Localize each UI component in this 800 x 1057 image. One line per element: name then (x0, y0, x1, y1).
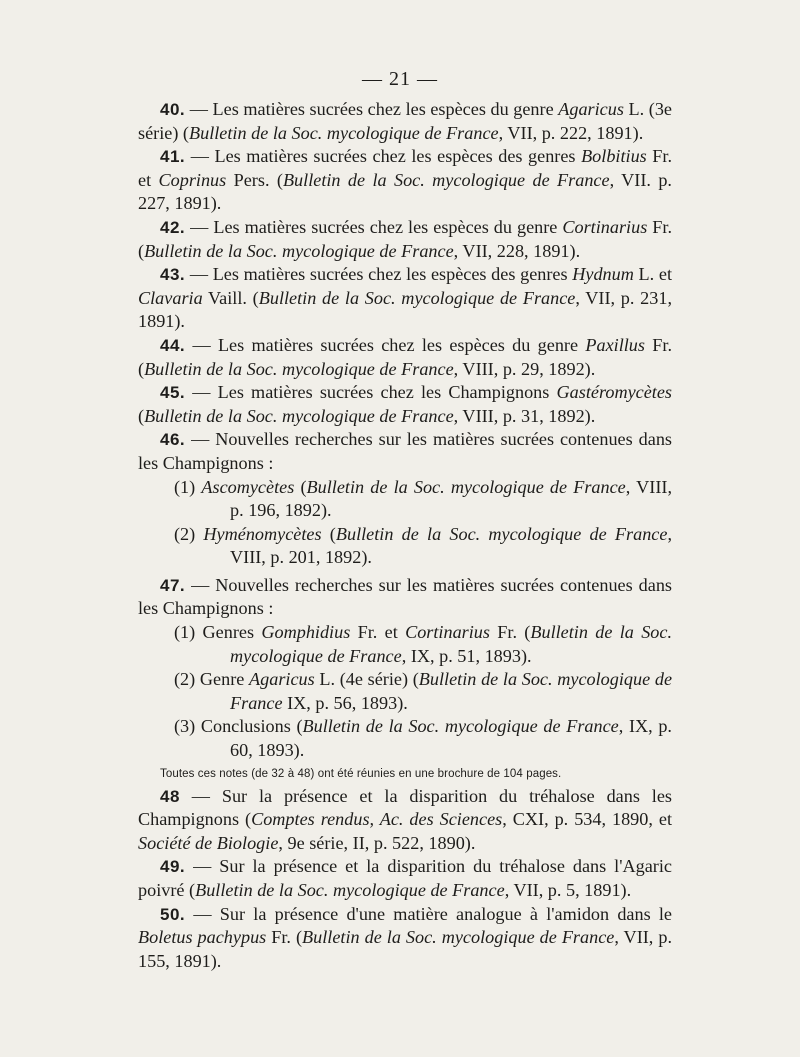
entry-47-sub-1: (1) Genres Gomphidius Fr. et Cortinarius Fr. (Bulletin de la Soc. mycologique de France, IX, p. 51, 1893). (174, 622, 673, 666)
entry-44: 44. — Les matières sucrées chez les espèces du genre Paxillus Fr. (Bulletin de la Soc. mycologique de France, VIII, p. 29, 1892). (138, 334, 672, 379)
entry-48: 48 — Sur la présence et la disparition du tréhalose dans les Champignons (Comptes rendus, Ac. des Sciences, CXI, p. 534, 1890, et Société de Biologie, 9e série, II, p. 522, 1890). (138, 785, 672, 853)
entry-47-sub-3: (3) Conclusions (Bulletin de la Soc. mycologique de France, IX, p. 60, 1893). (174, 716, 672, 761)
entry-45: 45. — Les matières sucrées chez les Champignons Gastéromycètes (Bulletin de la Soc. mycologique de France, VIII, p. 31, 1892). (138, 382, 672, 426)
entry-49: 49. — Sur la présence et la disparition du tréhalose dans l'Agaric poivré (Bulletin de la Soc. mycologique de France, VII, p. 5, 1891). (138, 856, 672, 900)
entry-42: 42. — Les matières sucrées chez les espèces du genre Cortinarius Fr. (Bulletin de la Soc. mycologique de France, VII, 228, 1891). (138, 216, 672, 261)
entry-43: 43. — Les matières sucrées chez les espèces des genres Hydnum L. et Clavaria Vaill. (Bulletin de la Soc. mycologique de France, VII, p. 231, 1891). (138, 264, 673, 332)
entry-47-sub-2: (2) Genre Agaricus L. (4e série) (Bulletin de la Soc. mycologique de France IX, p. 56, 1893). (174, 669, 673, 713)
entry-46-sub-1: (1) Ascomycètes (Bulletin de la Soc. mycologique de France, VIII, p. 196, 1892). (174, 476, 672, 521)
brochure-note: Toutes ces notes (de 32 à 48) ont été réunies en une brochure de 104 pages. (160, 767, 562, 780)
page-number: — 21 — (362, 68, 438, 90)
entry-40: 40. — Les matières sucrées chez les espèces du genre Agaricus L. (3e série) (Bulletin de la Soc. mycologique de France, VII, p. 222, 1891). (138, 99, 672, 143)
entry-47: 47. — Nouvelles recherches sur les matières sucrées contenues dans les Champignons : (138, 574, 673, 619)
bibliography-list (138, 98, 672, 973)
entry-41: 41. — Les matières sucrées chez les espèces des genres Bolbitius Fr. et Coprinus Pers. (Bulletin de la Soc. mycologique de France, VII. p. 227, 1891). (138, 146, 673, 214)
entry-50: 50. — Sur la présence d'une matière analogue à l'amidon dans le Boletus pachypus Fr. (Bulletin de la Soc. mycologique de France, VII, p. 155, 1891). (138, 903, 673, 971)
entry-46-sub-2: (2) Hyménomycètes (Bulletin de la Soc. mycologique de France, VIII, p. 201, 1892). (174, 523, 672, 568)
entry-46: 46. — Nouvelles recherches sur les matières sucrées contenues dans les Champignons : (138, 429, 673, 473)
